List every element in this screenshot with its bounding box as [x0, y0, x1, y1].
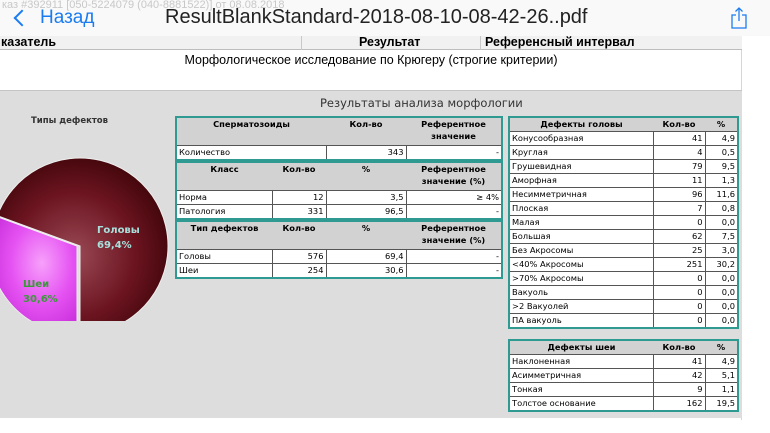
header-divider: [480, 36, 481, 50]
cell: 62: [653, 230, 705, 244]
table-row: [509, 216, 738, 230]
cell: 0,0: [705, 272, 738, 286]
cell: 96,5: [326, 204, 406, 219]
back-button[interactable]: [12, 6, 94, 30]
cell: 331: [272, 204, 326, 219]
cell: 5,1: [705, 369, 738, 383]
cell: Вакуоль: [509, 286, 653, 300]
cell: 4,9: [705, 355, 738, 369]
table-row: [176, 145, 502, 160]
table-row: [176, 190, 502, 204]
morphology-title: Результаты анализа морфологии: [320, 96, 523, 110]
cell: Плоская: [509, 202, 653, 216]
cell: 69,4: [326, 249, 406, 263]
chevron-left-icon: [14, 10, 31, 27]
cell: Аморфная: [509, 174, 653, 188]
header-result: Результат: [359, 35, 421, 49]
table-row: [509, 230, 738, 244]
cell: 25: [653, 244, 705, 258]
col-header: Кол-во: [326, 117, 406, 145]
cell: Головы: [176, 249, 272, 263]
cell: <40% Акросомы: [509, 258, 653, 272]
cell: 0: [653, 300, 705, 314]
cell: Малая: [509, 216, 653, 230]
table-row: [509, 286, 738, 300]
cell: 12: [272, 190, 326, 204]
cell: Конусообразная: [509, 132, 653, 146]
cell: 343: [326, 145, 406, 160]
table-row: [509, 369, 738, 383]
cell: -: [406, 145, 502, 160]
col-header: Тип дефектов: [176, 221, 272, 249]
cell: 1,3: [705, 174, 738, 188]
pdf-page: [0, 36, 742, 420]
sperm-count-table: [175, 116, 503, 161]
neck-defects-table: [508, 339, 739, 412]
navigation-bar: [0, 0, 770, 36]
table-row: [509, 174, 738, 188]
table-row: [176, 204, 502, 219]
underlying-title-text: каз #392911 [050-5224079 (040-8881522)] от 08.08.2018: [2, 0, 285, 11]
back-label: Назад: [40, 7, 95, 28]
cell: 41: [653, 355, 705, 369]
cell: 19,5: [705, 397, 738, 412]
col-header: Кол-во: [653, 117, 705, 132]
cell: 3,5: [326, 190, 406, 204]
pie-value-heads: 69,4%: [97, 240, 132, 251]
cell: 576: [272, 249, 326, 263]
cell: 42: [653, 369, 705, 383]
col-header: Референтное значение: [406, 117, 502, 145]
report-table-header: [0, 36, 742, 50]
cell: Без Акросомы: [509, 244, 653, 258]
table-row: [176, 249, 502, 263]
cell: >70% Акросомы: [509, 272, 653, 286]
cell: 0: [653, 216, 705, 230]
table-row: [509, 397, 738, 412]
section-subtitle: Морфологическое исследование по Крюгеру (строгие критерии): [184, 53, 558, 67]
cell: 9,5: [705, 160, 738, 174]
cell: 162: [653, 397, 705, 412]
class-table: [175, 161, 503, 220]
cell: 251: [653, 258, 705, 272]
cell: 254: [272, 263, 326, 278]
col-header: %: [705, 340, 738, 355]
cell: Большая: [509, 230, 653, 244]
table-row: [509, 258, 738, 272]
defect-type-table: [175, 220, 503, 279]
cell: Тонкая: [509, 383, 653, 397]
cell: Грушевидная: [509, 160, 653, 174]
pie-title: Типы дефектов: [31, 116, 109, 126]
table-row: [509, 160, 738, 174]
cell: 7,5: [705, 230, 738, 244]
cell: 0: [653, 286, 705, 300]
table-row: [509, 188, 738, 202]
header-divider: [301, 36, 302, 50]
head-defects-table: [508, 116, 739, 329]
table-row: [176, 263, 502, 278]
cell: 79: [653, 160, 705, 174]
cell: 30,2: [705, 258, 738, 272]
cell: 0,0: [705, 300, 738, 314]
header-reference: Референсный интервал: [485, 35, 635, 49]
col-header: %: [705, 117, 738, 132]
cell: 4,9: [705, 132, 738, 146]
cell: 3,0: [705, 244, 738, 258]
cell: >2 Вакуолей: [509, 300, 653, 314]
col-header: Кол-во: [653, 340, 705, 355]
cell: Количество: [176, 145, 326, 160]
col-header: Дефекты головы: [509, 117, 653, 132]
cell: 1,1: [705, 383, 738, 397]
cell: Несимметричная: [509, 188, 653, 202]
cell: 96: [653, 188, 705, 202]
header-indicator: казатель: [1, 35, 57, 49]
cell: Шеи: [176, 263, 272, 278]
col-header: %: [326, 162, 406, 190]
cell: 0,5: [705, 146, 738, 160]
cell: 0,0: [705, 314, 738, 329]
cell: 4: [653, 146, 705, 160]
col-header: Кол-во: [272, 221, 326, 249]
pie-value-necks: 30,6%: [23, 294, 58, 305]
cell: Толстое основание: [509, 397, 653, 412]
cell: Наклоненная: [509, 355, 653, 369]
table-row: [509, 272, 738, 286]
col-header: Кол-во: [272, 162, 326, 190]
table-row: [509, 314, 738, 329]
cell: ≥ 4%: [406, 190, 502, 204]
col-header: Референтное значение (%): [406, 162, 502, 190]
cell: 9: [653, 383, 705, 397]
cell: -: [406, 204, 502, 219]
cell: 0,8: [705, 202, 738, 216]
cell: Асимметричная: [509, 369, 653, 383]
col-header: %: [326, 221, 406, 249]
pie-label-necks: Шеи: [23, 279, 50, 290]
col-header: Сперматозоиды: [176, 117, 326, 145]
cell: 0: [653, 272, 705, 286]
table-row: [509, 300, 738, 314]
col-header: Дефекты шеи: [509, 340, 653, 355]
col-header: Референтное значение (%): [406, 221, 502, 249]
table-row: [509, 355, 738, 369]
table-row: [509, 146, 738, 160]
cell: Норма: [176, 190, 272, 204]
table-row: [509, 132, 738, 146]
document-title: ResultBlankStandard-2018-08-10-08-42-26..pdf: [165, 6, 588, 28]
cell: 11: [653, 174, 705, 188]
defect-types-pie-chart: [0, 121, 172, 321]
col-header: Класс: [176, 162, 272, 190]
cell: 7: [653, 202, 705, 216]
cell: Круглая: [509, 146, 653, 160]
cell: 30,6: [326, 263, 406, 278]
cell: 0: [653, 314, 705, 329]
cell: ПА вакуоль: [509, 314, 653, 329]
cell: 41: [653, 132, 705, 146]
cell: 0,0: [705, 216, 738, 230]
cell: 11,6: [705, 188, 738, 202]
morphology-results-panel: [0, 90, 742, 418]
cell: Патология: [176, 204, 272, 219]
cell: 0,0: [705, 286, 738, 300]
cell: -: [406, 263, 502, 278]
pie-label-heads: Головы: [97, 225, 140, 236]
table-row: [509, 244, 738, 258]
share-icon[interactable]: [730, 6, 748, 30]
table-row: [509, 202, 738, 216]
cell: -: [406, 249, 502, 263]
table-row: [509, 383, 738, 397]
